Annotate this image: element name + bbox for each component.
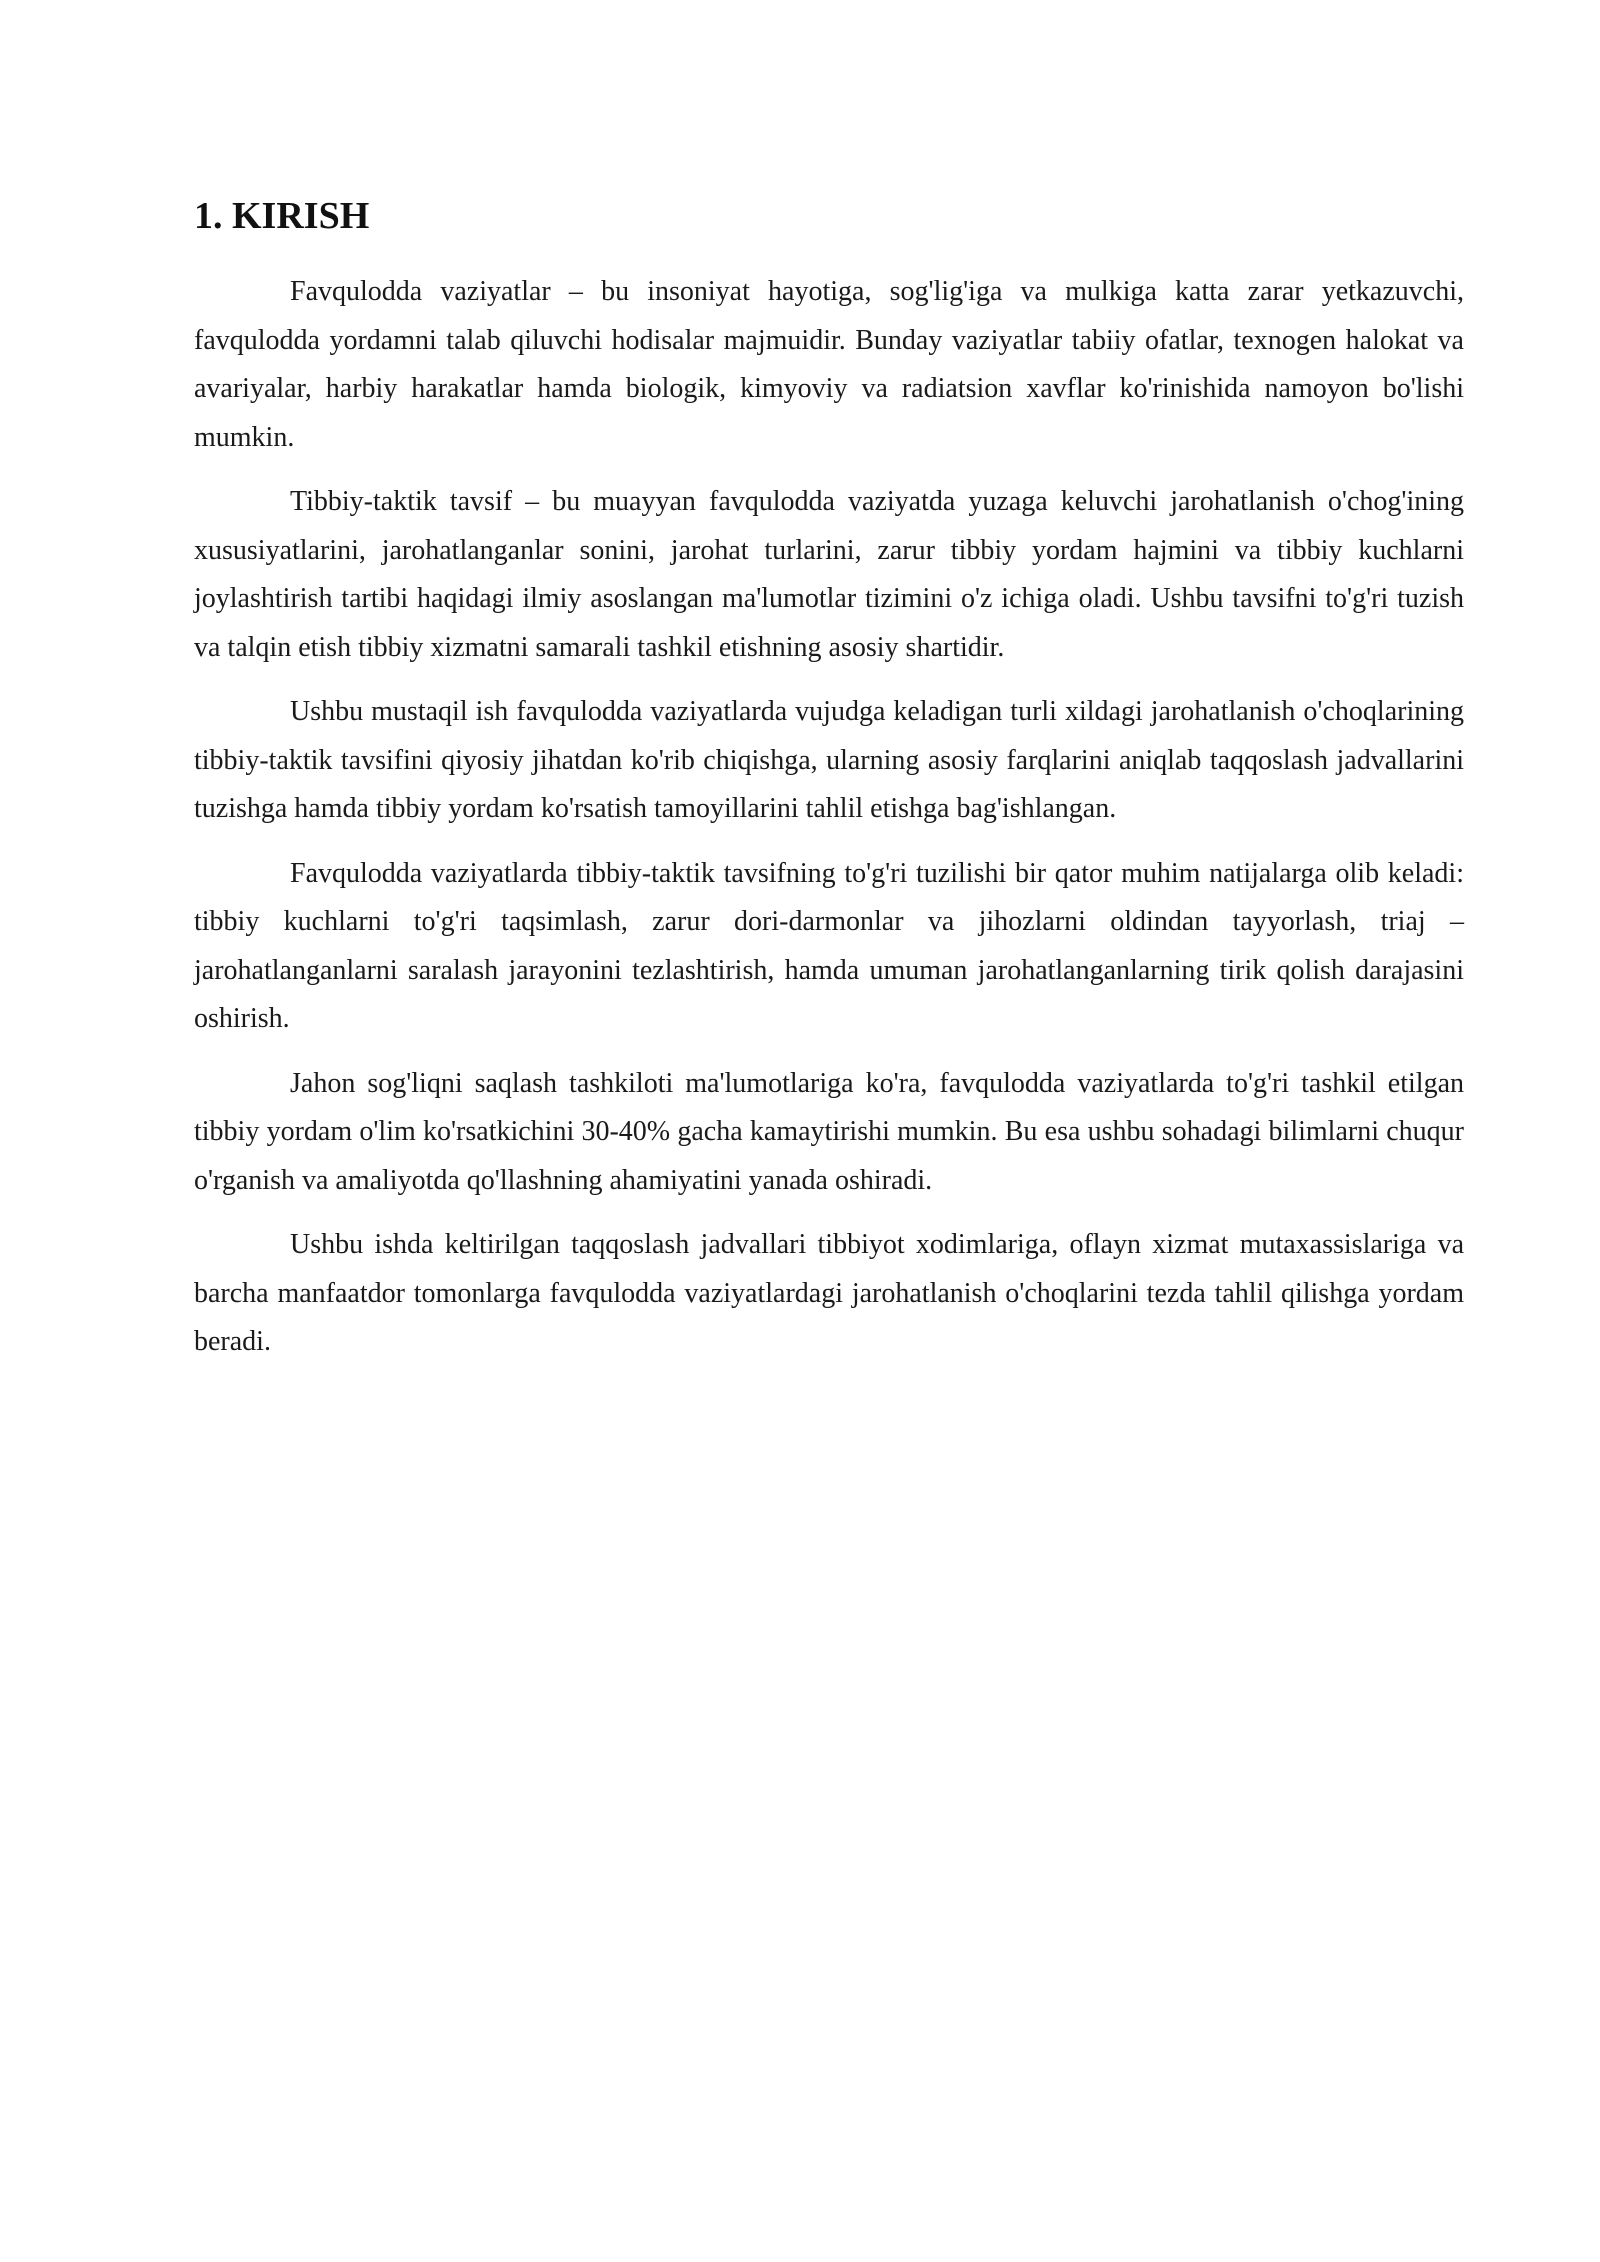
document-body [194, 192, 1464, 1383]
paragraph-6: Ushbu ishda keltirilgan taqqoslash jadvallari tibbiyot xodimlariga, oflayn xizmat mutaxassislariga va barcha manfaatdor tomonlarga favqulodda vaziyatlardagi jarohatlanish o'choqlarini tezda tahlil qilishga yordam beradi. [194, 1229, 1464, 1357]
paragraph-4: Favqulodda vaziyatlarda tibbiy-taktik tavsifning to'g'ri tuzilishi bir qator muhim natijalarga olib keladi: tibbiy kuchlarni to'g'ri taqsimlash, zarur dori-darmonlar va jihozlarni oldindan tayyorlash, triaj – jarohatlanganlarni saralash jarayonini tezlashtirish, hamda umuman jarohatlanganlarning tirik qolish darajasini oshirish. [194, 857, 1464, 1034]
section-heading: 1. KIRISH [194, 195, 370, 237]
paragraph-5: Jahon sog'liqni saqlash tashkiloti ma'lumotlariga ko'ra, favqulodda vaziyatlarda to'g'ri tashkil etilgan tibbiy yordam o'lim ko'rsatkichini 30-40% gacha kamaytirishi mumkin. Bu esa ushbu sohadagi bilimlarni chuqur o'rganish va amaliyotda qo'llashning ahamiyatini yanada oshiradi. [194, 1067, 1464, 1196]
paragraph-1: Favqulodda vaziyatlar – bu insoniyat hayotiga, sog'lig'iga va mulkiga katta zarar yetkazuvchi, favqulodda yordamni talab qiluvchi hodisalar majmuidir. Bunday vaziyatlar tabiiy ofatlar, texnogen halokat va avariyalar, harbiy harakatlar hamda biologik, kimyoviy va radiatsion xavflar ko'rinishida namoyon bo'lishi mumkin. [194, 276, 1464, 453]
paragraph-2: Tibbiy-taktik tavsif – bu muayyan favqulodda vaziyatda yuzaga keluvchi jarohatlanish o'chog'ining xususiyatlarini, jarohatlanganlar sonini, jarohat turlarini, zarur tibbiy yordam hajmini va tibbiy kuchlarni joylashtirish tartibi haqidagi ilmiy asoslangan ma'lumotlar tizimini o'z ichiga oladi. Ushbu tavsifni to'g'ri tuzish va talqin etish tibbiy xizmatni samarali tashkil etishning asosiy shartidir. [194, 486, 1464, 663]
paragraph-3: Ushbu mustaqil ish favqulodda vaziyatlarda vujudga keladigan turli xildagi jarohatlanish o'choqlarining tibbiy-taktik tavsifini qiyosiy jihatdan ko'rib chiqishga, ularning asosiy farqlarini aniqlab taqqoslash jadvallarini tuzishga hamda tibbiy yordam ko'rsatish tamoyillarini tahlil etishga bag'ishlangan. [194, 696, 1464, 824]
